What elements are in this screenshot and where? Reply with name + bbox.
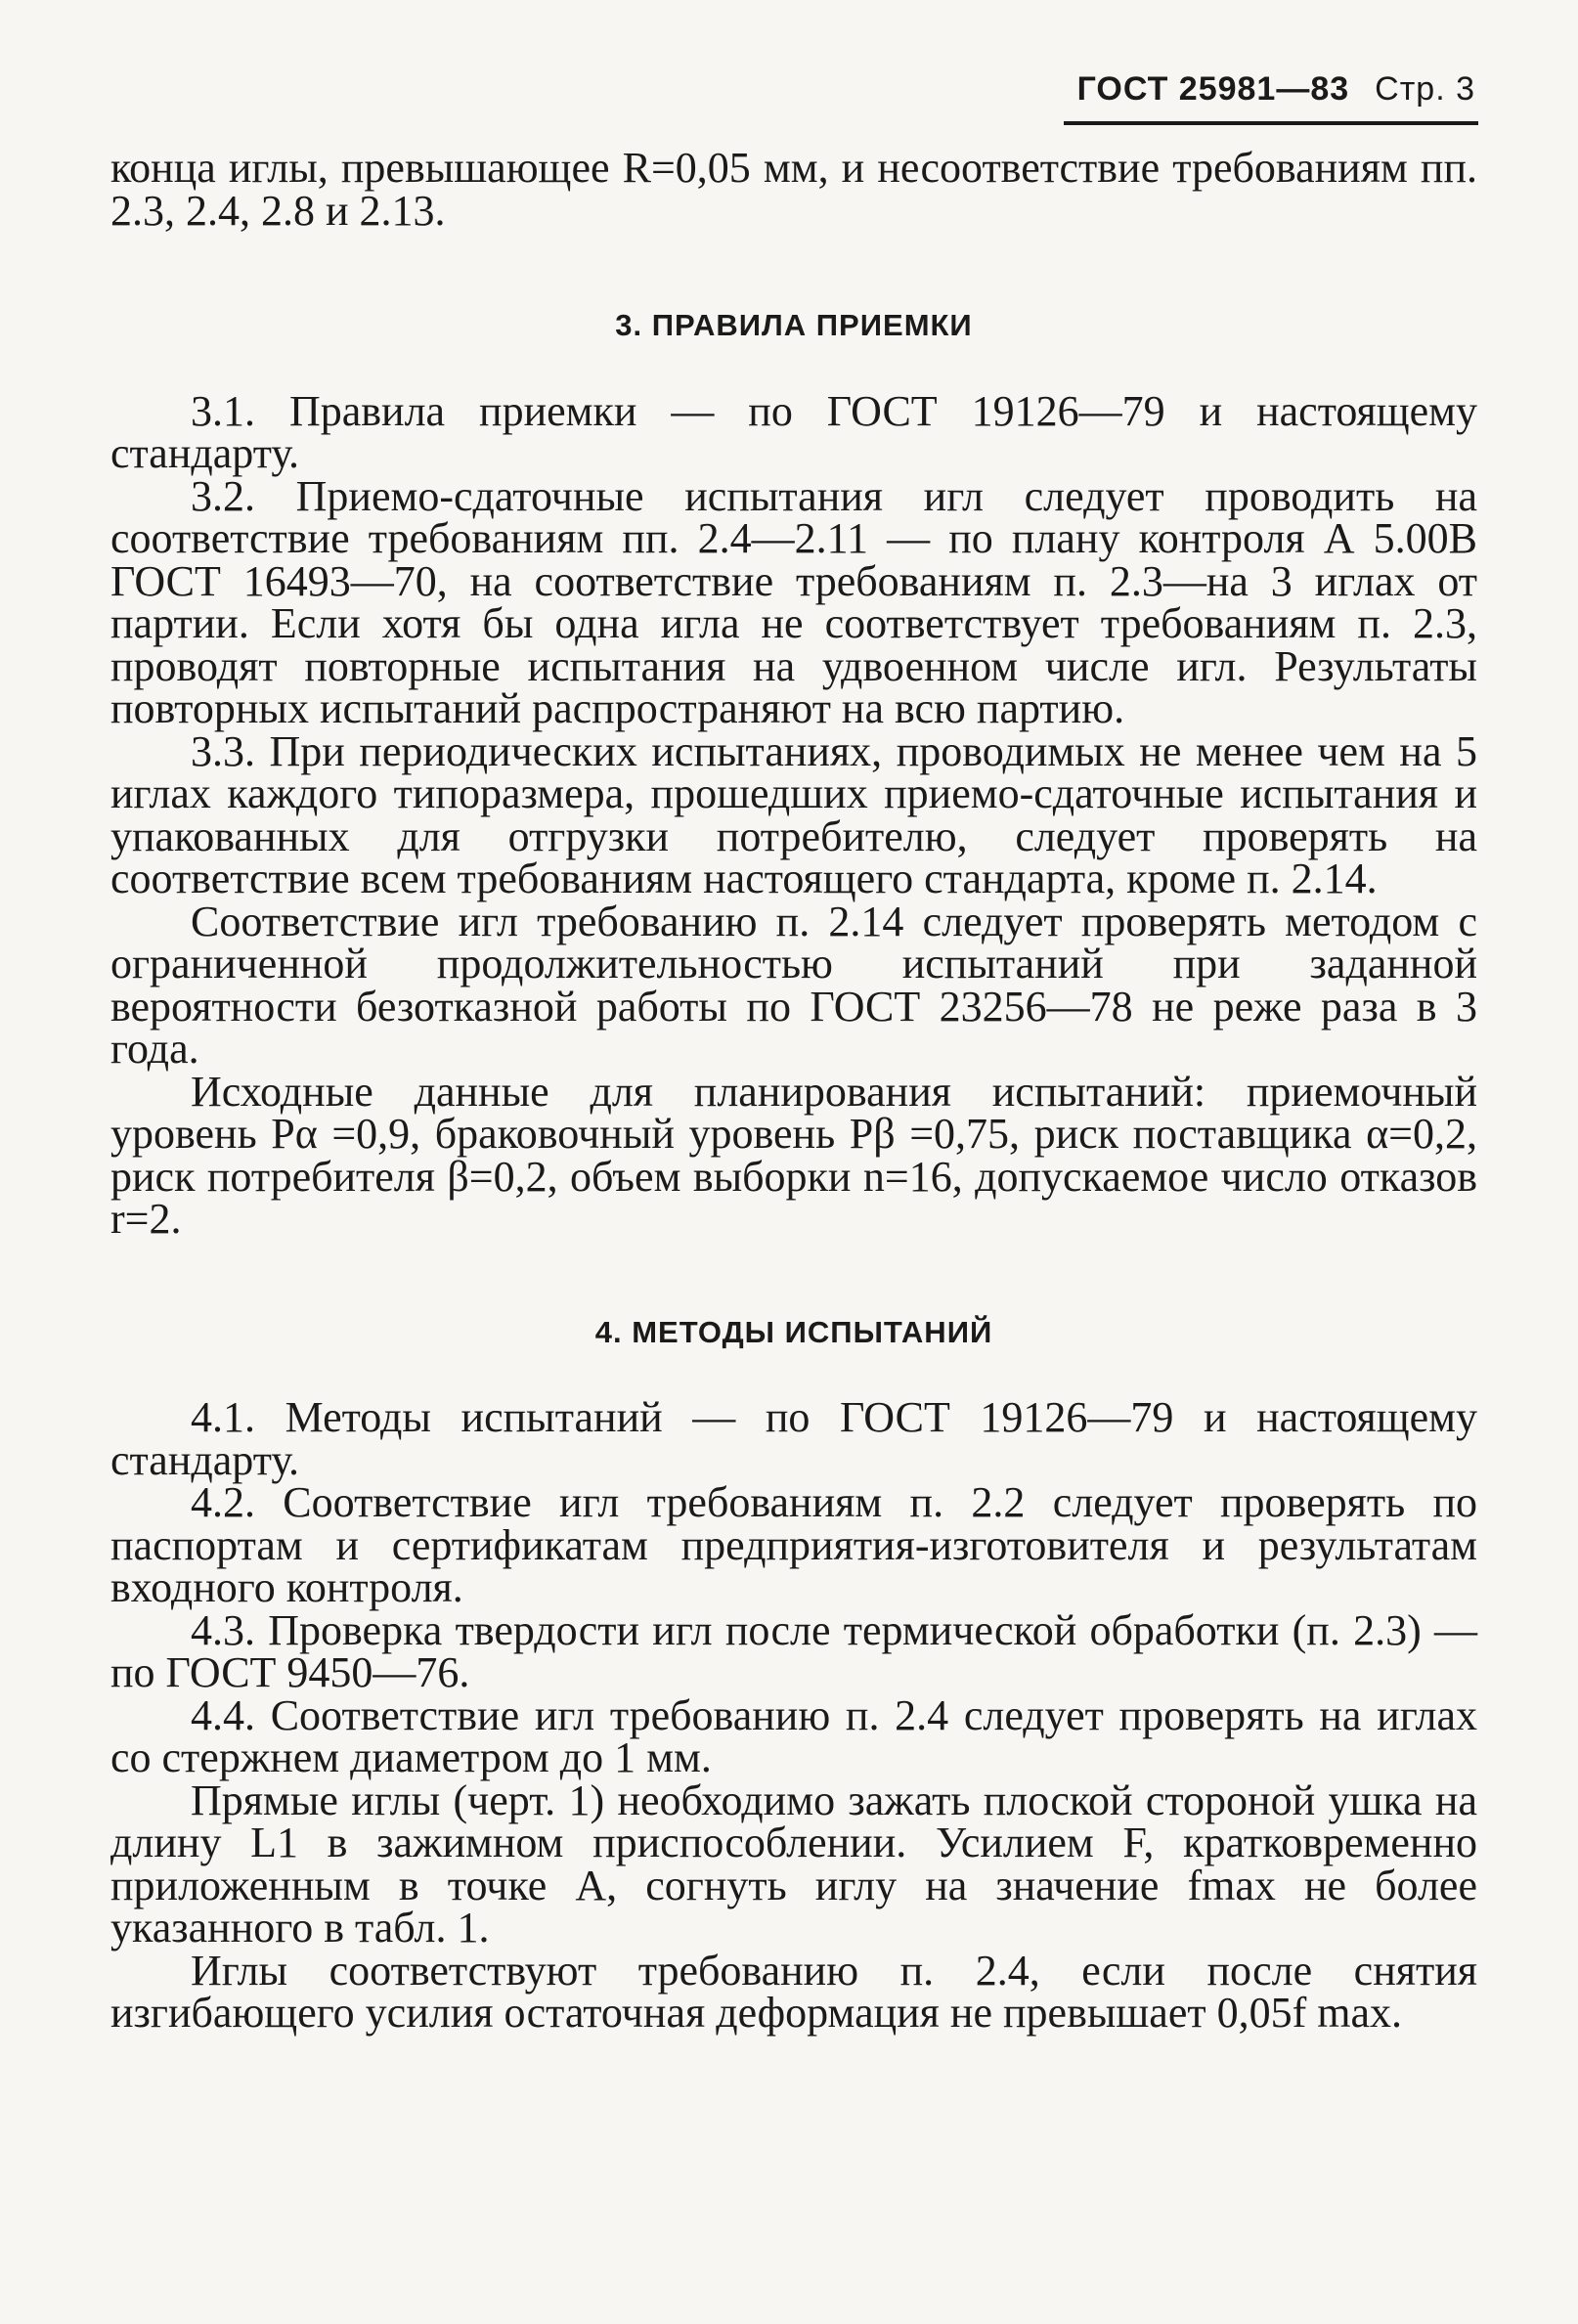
section-heading-3: 3. ПРАВИЛА ПРИЕМКИ (615, 308, 973, 342)
paragraph-intro: конца иглы, превышающее R=0,05 мм, и несоответствие требованиям пп. 2.3, 2.4, 2.8 и 2.13. (110, 144, 1477, 235)
paragraph-3-3-initial-data: Исходные данные для планирования испытаний: приемочный уровень Pα =0,9, браковочный уровень Pβ =0,75, риск поставщика α=0,2, риск потребителя β=0,2, объем выборки n=16, допускаемое число отказов r=2. (110, 1067, 1477, 1243)
paragraph-4-2: 4.2. Соответствие игл требованиям п. 2.2 следует проверять по паспортам и сертификатам предприятия-изготовителя и результатам входного контроля. (110, 1478, 1477, 1611)
paragraph-4-1: 4.1. Методы испытаний — по ГОСТ 19126—79 и настоящему стандарту. (110, 1393, 1477, 1484)
page-header (1077, 70, 1475, 109)
page-number: Стр. 3 (1375, 70, 1475, 108)
body-text (110, 144, 1477, 2037)
paragraph-3-1: 3.1. Правила приемки — по ГОСТ 19126—79 и настоящему стандарту. (110, 386, 1477, 477)
paragraph-4-4-criterion: Иглы соответствуют требованию п. 2.4, если после снятия изгибающего усилия остаточная деформация не превышает 0,05f max. (110, 1946, 1477, 2037)
section-heading-4: 4. МЕТОДЫ ИСПЫТАНИЙ (594, 1314, 993, 1349)
document-number: ГОСТ 25981—83 (1076, 70, 1350, 108)
paragraph-3-3-reliability: Соответствие игл требованию п. 2.14 следует проверять методом с ограниченной продолжительностью испытаний при заданной вероятности безотказной работы по ГОСТ 23256—78 не реже раза в 3 года. (110, 897, 1477, 1073)
paragraph-3-3: 3.3. При периодических испытаниях, проводимых не менее чем на 5 иглах каждого типоразмера, прошедших приемо-сдаточные испытания и упакованных для отгрузки потребителю, следует проверять на соответствие всем требованиям настоящего стандарта, кроме п. 2.14. (110, 726, 1477, 902)
header-rule (1064, 121, 1478, 125)
paragraph-4-4: 4.4. Соответствие игл требованию п. 2.4 следует проверять на иглах со стержнем диаметром до 1 мм. (110, 1690, 1477, 1781)
paragraph-4-4-procedure: Прямые иглы (черт. 1) необходимо зажать плоской стороной ушка на длину L1 в зажимном приспособлении. Усилием F, кратковременно приложенным в точке А, согнуть иглу на значение fmax не более указанного в табл. 1. (110, 1776, 1477, 1951)
paragraph-3-2: 3.2. Приемо-сдаточные испытания игл следует проводить на соответствие требованиям пп. 2.4—2.11 — по плану контроля А 5.00В ГОСТ 16493—70, на соответствие требованиям п. 2.3—на 3 иглах от партии. Если хотя бы одна игла не соответствует требованиям п. 2.3, проводят повторные испытания на удвоенном числе игл. Результаты повторных испытаний распространяют на всю партию. (110, 471, 1477, 732)
paragraph-4-3: 4.3. Проверка твердости игл после термической обработки (п. 2.3) — по ГОСТ 9450—76. (110, 1605, 1477, 1696)
